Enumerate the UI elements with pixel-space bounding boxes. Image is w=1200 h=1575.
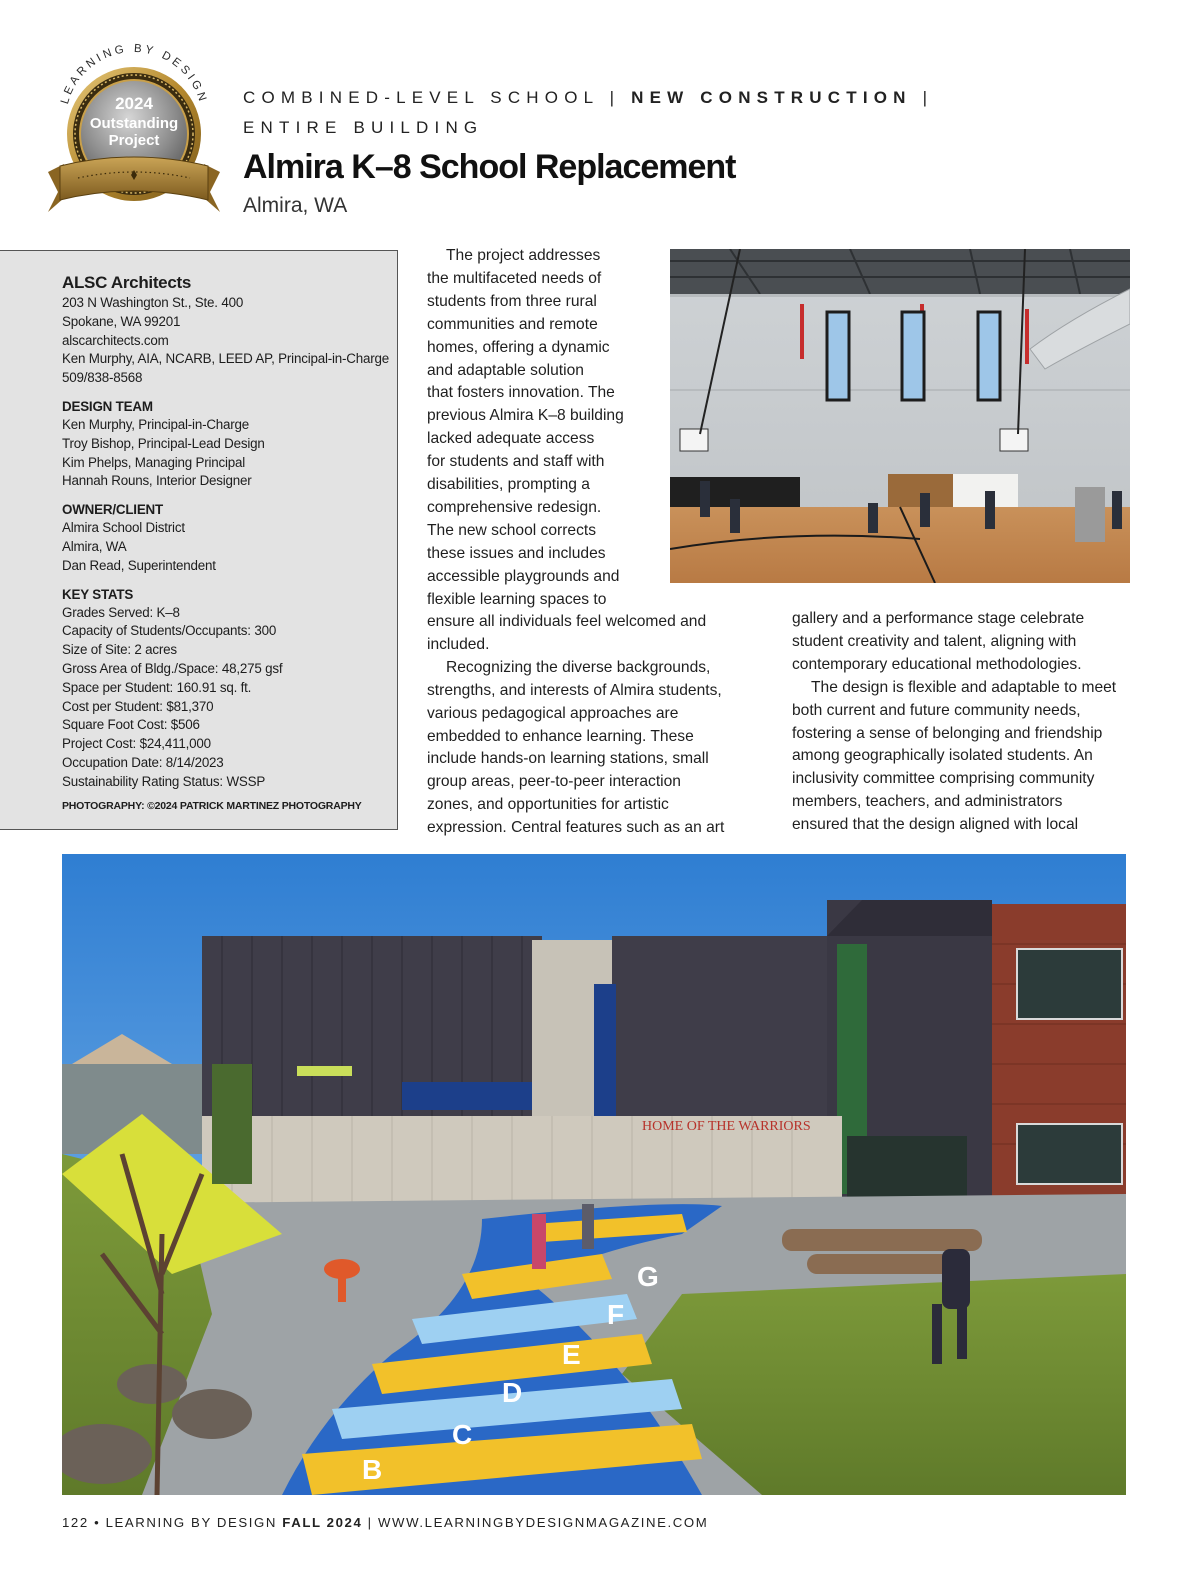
page-footer bbox=[62, 1515, 708, 1530]
body-line: inclusivity committee comprising community bbox=[792, 770, 1095, 788]
exterior-playground-photo bbox=[62, 854, 1126, 1495]
body-line: strengths, and interests of Almira students, bbox=[427, 681, 722, 699]
design-team-member: Ken Murphy, Principal-in-Charge bbox=[62, 416, 250, 432]
building-sign: HOME OF THE WARRIORS bbox=[642, 1119, 811, 1134]
stat-line: Grades Served: K–8 bbox=[62, 604, 180, 620]
category-part1: COMBINED-LEVEL SCHOOL | bbox=[243, 88, 632, 107]
design-team-member: Hannah Rouns, Interior Designer bbox=[62, 473, 252, 489]
body-line: for students and staff with bbox=[427, 453, 605, 471]
badge-year: 2024 bbox=[115, 94, 153, 113]
badge-line2: Project bbox=[108, 132, 160, 149]
body-line: students from three rural bbox=[427, 292, 597, 310]
body-line: group areas, peer-to-peer interaction bbox=[427, 773, 681, 791]
design-team-member: Kim Phelps, Managing Principal bbox=[62, 454, 246, 470]
body-line: Recognizing the diverse backgrounds, bbox=[446, 658, 711, 676]
firm-website: alscarchitects.com bbox=[62, 332, 169, 348]
body-line: lacked adequate access bbox=[427, 430, 595, 448]
project-location: Almira, WA bbox=[243, 194, 348, 217]
project-info-sidebar bbox=[0, 250, 398, 830]
body-line: contemporary educational methodologies. bbox=[792, 655, 1082, 673]
gymnasium-photo bbox=[670, 249, 1130, 583]
body-line: The new school corrects bbox=[427, 521, 597, 539]
body-line: previous Almira K–8 building bbox=[427, 407, 624, 425]
body-line: expression. Central features such as an art bbox=[427, 819, 725, 837]
owner-line: Almira School District bbox=[62, 520, 185, 536]
category-part2: | bbox=[911, 88, 934, 107]
footer-separator: | bbox=[362, 1515, 378, 1530]
body-column-1-top bbox=[427, 245, 667, 612]
stat-line: Gross Area of Bldg./Space: 48,275 gsf bbox=[62, 660, 283, 676]
firm-phone: 509/838-8568 bbox=[62, 370, 143, 386]
stat-line: Project Cost: $24,411,000 bbox=[62, 736, 211, 752]
body-column-2 bbox=[792, 608, 1137, 837]
body-line: communities and remote bbox=[427, 315, 598, 333]
outstanding-project-badge bbox=[44, 42, 224, 222]
body-line: the multifaceted needs of bbox=[427, 269, 602, 287]
body-line: gallery and a performance stage celebrate bbox=[792, 610, 1085, 627]
body-line: and adaptable solution bbox=[427, 361, 584, 379]
stat-line: Cost per Student: $81,370 bbox=[62, 698, 214, 714]
project-title: Almira K–8 School Replacement bbox=[243, 148, 736, 186]
body-line: various pedagogical approaches are bbox=[427, 704, 679, 722]
design-team-member: Troy Bishop, Principal-Lead Design bbox=[62, 435, 265, 451]
owner-line: Dan Read, Superintendent bbox=[62, 557, 216, 573]
body-line: comprehensive redesign. bbox=[427, 498, 602, 516]
category-line bbox=[243, 88, 933, 108]
body-line: homes, offering a dynamic bbox=[427, 338, 610, 356]
firm-name: ALSC Architects bbox=[62, 273, 192, 292]
stat-line: Occupation Date: 8/14/2023 bbox=[62, 754, 224, 770]
hopscotch-letter: E bbox=[562, 1339, 581, 1370]
stat-line: Space per Student: 160.91 sq. ft. bbox=[62, 679, 252, 695]
badge-arc-text: LEARNING BY DESIGN bbox=[58, 42, 210, 106]
hopscotch-letter: C bbox=[452, 1419, 473, 1450]
firm-contact: Ken Murphy, AIA, NCARB, LEED AP, Principal-in-Charge bbox=[62, 351, 389, 367]
body-line: fostering a sense of belonging and friendship bbox=[792, 724, 1103, 742]
body-column-1-bottom bbox=[427, 611, 772, 840]
firm-address1: 203 N Washington St., Ste. 400 bbox=[62, 295, 244, 310]
firm-address2: Spokane, WA 99201 bbox=[62, 313, 181, 329]
body-line: embedded to enhance learning. These bbox=[427, 727, 694, 745]
design-team-heading: DESIGN TEAM bbox=[62, 398, 153, 414]
owner-line: Almira, WA bbox=[62, 538, 127, 554]
body-line: disabilities, prompting a bbox=[427, 476, 590, 494]
body-line: The project addresses bbox=[446, 247, 601, 264]
stat-line: Square Foot Cost: $506 bbox=[62, 717, 200, 733]
hopscotch-letter: D bbox=[502, 1377, 523, 1408]
magazine-url[interactable]: WWW.LEARNINGBYDESIGNMAGAZINE.COM bbox=[377, 1515, 709, 1530]
body-line: among geographically isolated students. An bbox=[792, 747, 1093, 765]
body-line: members, teachers, and administrators bbox=[792, 793, 1063, 811]
stat-line: Sustainability Rating Status: WSSP bbox=[62, 773, 266, 789]
body-line: included. bbox=[427, 635, 490, 653]
body-line: both current and future community needs, bbox=[792, 701, 1081, 719]
body-line: accessible playgrounds and bbox=[427, 567, 620, 585]
hopscotch-letter: B bbox=[362, 1454, 383, 1485]
body-line: The design is flexible and adaptable to meet bbox=[811, 678, 1117, 696]
badge-line1: Outstanding bbox=[89, 115, 179, 132]
body-line: include hands-on learning stations, small bbox=[427, 750, 709, 768]
body-line: ensured that the design aligned with local bbox=[792, 816, 1079, 834]
key-stats-heading: KEY STATS bbox=[62, 586, 134, 602]
body-line: zones, and opportunities for artistic bbox=[427, 796, 669, 814]
footer-bullet: • bbox=[88, 1515, 106, 1530]
magazine-name: LEARNING BY DESIGN bbox=[105, 1515, 283, 1530]
body-line: these issues and includes bbox=[427, 544, 606, 562]
photo-credit: PHOTOGRAPHY: ©2024 PATRICK MARTINEZ PHOTOGRAPHY bbox=[62, 799, 362, 812]
body-line: that fosters innovation. The bbox=[427, 384, 615, 402]
category-new-construction: NEW CONSTRUCTION bbox=[631, 88, 912, 107]
hopscotch-letter: F bbox=[607, 1299, 625, 1330]
body-line: ensure all individuals feel welcomed and bbox=[427, 613, 707, 630]
issue-label: FALL 2024 bbox=[282, 1515, 363, 1530]
hopscotch-letter: G bbox=[637, 1261, 659, 1292]
body-line: flexible learning spaces to bbox=[427, 590, 607, 608]
page-number: 122 bbox=[62, 1515, 89, 1530]
stat-line: Size of Site: 2 acres bbox=[62, 642, 177, 658]
body-line: student creativity and talent, aligning with bbox=[792, 632, 1077, 650]
owner-heading: OWNER/CLIENT bbox=[62, 502, 163, 518]
stat-line: Capacity of Students/Occupants: 300 bbox=[62, 623, 277, 639]
category-line2: ENTIRE BUILDING bbox=[243, 118, 484, 137]
